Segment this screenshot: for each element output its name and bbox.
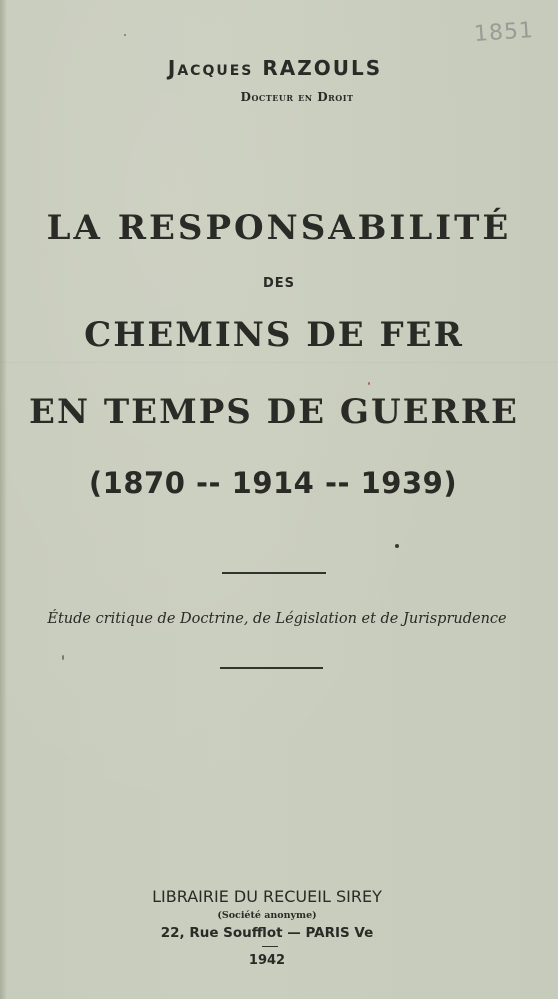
divider-rule-bottom bbox=[220, 667, 323, 669]
title-years: (1870 -- 1914 -- 1939) bbox=[88, 466, 458, 500]
paper-fold-line bbox=[0, 362, 558, 364]
title-line-2: CHEMINS DE FER bbox=[84, 315, 464, 355]
title-line-3: EN TEMPS DE GUERRE bbox=[29, 392, 519, 432]
author-credential: Docteur en Droit bbox=[240, 90, 354, 104]
paper-speck bbox=[368, 382, 370, 385]
publication-year: 1942 bbox=[248, 953, 286, 968]
publisher-type: (Société anonyme) bbox=[217, 910, 317, 921]
publisher-name: LIBRAIRIE DU RECUEIL SIREY bbox=[152, 887, 382, 906]
publisher-rule bbox=[262, 946, 278, 947]
title-line-1: LA RESPONSABILITÉ bbox=[46, 208, 512, 248]
pencil-annotation: 1851 bbox=[473, 17, 535, 48]
author-name: Jacques RAZOULS bbox=[167, 56, 383, 80]
ink-dot bbox=[395, 544, 399, 548]
subtitle: Étude critique de Doctrine, de Législation et de Jurisprudence bbox=[47, 611, 507, 627]
divider-rule-top bbox=[222, 572, 326, 574]
publisher-address: 22, Rue Soufflot — PARIS Ve bbox=[160, 925, 374, 941]
title-connector: DES bbox=[262, 276, 296, 291]
paper-speck bbox=[62, 655, 64, 660]
paper-speck bbox=[124, 34, 126, 36]
